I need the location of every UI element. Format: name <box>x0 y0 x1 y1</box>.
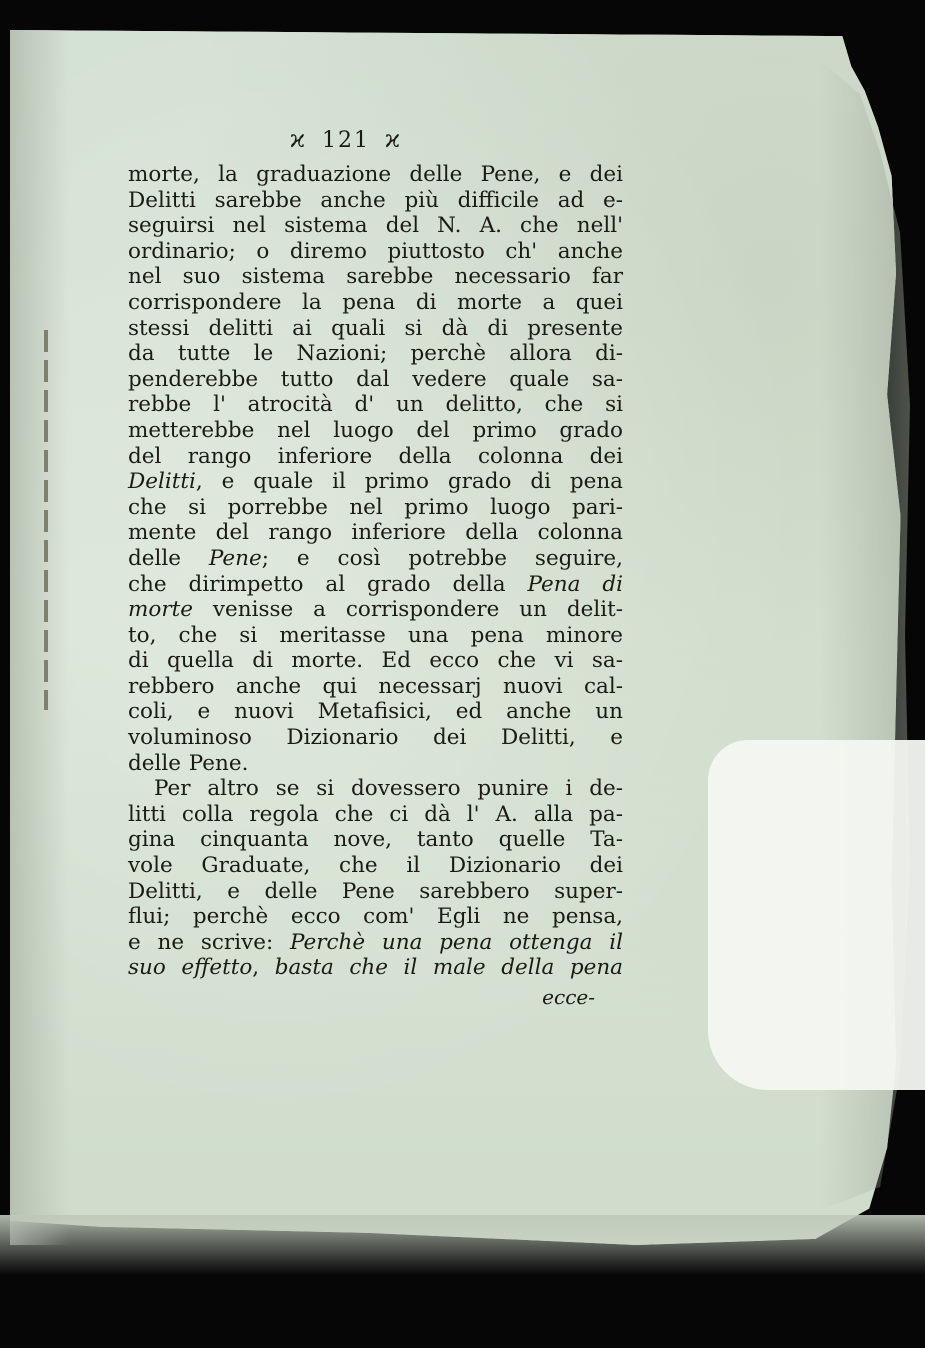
text-line: nel suo sistema sarebbe necessario far <box>128 264 623 290</box>
text-line: da tutte le Nazioni; perchè allora di- <box>128 341 623 367</box>
italic-text: Pena di <box>527 571 623 597</box>
text-span: venisse a corrispondere un delit- <box>192 597 623 623</box>
text-line <box>128 955 623 981</box>
text-line: di quella di morte. Ed ecco che vi sa- <box>128 648 623 674</box>
paper-highlight <box>708 740 925 1090</box>
binding-thread <box>44 330 48 710</box>
text-line: ordinario; o diremo piuttosto ch' anche <box>128 238 623 264</box>
text-line: vole Graduate, che il Dizionario dei <box>128 853 623 879</box>
catchword: ecce- <box>542 985 595 1009</box>
text-line: to, che si meritasse una pena minore <box>128 622 623 648</box>
text-line: mente del rango inferiore della colonna <box>128 520 623 546</box>
text-line <box>128 930 623 956</box>
text-line <box>128 469 623 495</box>
text-line: rebbero anche qui necessarj nuovi cal- <box>128 673 623 699</box>
italic-text: morte <box>128 597 193 623</box>
text-line: che si porrebbe nel primo luogo pari- <box>128 494 623 520</box>
text-line: seguirsi nel sistema del N. A. che nell' <box>128 213 623 239</box>
text-line: voluminoso Dizionario dei Delitti, e <box>128 725 623 751</box>
ornament-left: ϰ <box>290 125 307 153</box>
text-line: Per altro se si dovessero punire i de- <box>154 776 623 802</box>
ornament-right: ϰ <box>385 125 402 153</box>
text-line <box>128 597 623 623</box>
page-number: 121 <box>322 128 370 153</box>
italic-text: Delitti <box>128 469 196 495</box>
text-line: penderebbe tutto dal vedere quale sa- <box>128 366 623 392</box>
text-line: Delitti sarebbe anche più difficile ad e- <box>128 187 623 213</box>
text-line: gina cinquanta nove, tanto quelle Ta- <box>128 827 623 853</box>
text-line <box>128 546 623 572</box>
text-line: coli, e nuovi Metafisici, ed anche un <box>128 699 623 725</box>
italic-text: Pene <box>208 545 262 571</box>
text-span: ; e così potrebbe seguire, <box>261 545 623 571</box>
text-line: morte, la graduazione delle Pene, e dei <box>128 162 623 187</box>
text-line: metterebbe nel luogo del primo grado <box>128 417 623 443</box>
text-line: litti colla regola che ci dà l' A. alla pa- <box>128 801 623 827</box>
text-span: , e quale il primo grado di pena <box>195 469 623 495</box>
text-line <box>128 572 623 598</box>
page-bottom-edge <box>0 1215 925 1275</box>
text-line: rebbe l' atrocità d' un delitto, che si <box>128 392 623 418</box>
text-line: stessi delitti ai quali si dà di presente <box>128 315 623 341</box>
text-span: , <box>252 955 275 981</box>
text-span: che dirimpetto al grado della <box>128 571 528 597</box>
text-line: del rango inferiore della colonna dei <box>128 443 623 469</box>
text-line: flui; perchè ecco com' Egli ne pensa, <box>128 904 623 930</box>
page-header <box>196 126 496 162</box>
text-line: delle Pene. <box>128 750 249 776</box>
italic-text: Perchè una pena ottenga il <box>289 929 624 955</box>
italic-text: suo effetto <box>128 955 253 981</box>
page-text <box>128 126 623 1011</box>
italic-text: basta che il male della pena <box>274 955 623 981</box>
text-line: corrispondere la pena di morte a quei <box>128 289 623 315</box>
page-gutter-shadow <box>10 30 70 1245</box>
text-span: delle <box>128 545 209 571</box>
text-span: e ne scrive: <box>128 929 290 955</box>
text-line: Delitti, e delle Pene sarebbero super- <box>128 878 623 904</box>
